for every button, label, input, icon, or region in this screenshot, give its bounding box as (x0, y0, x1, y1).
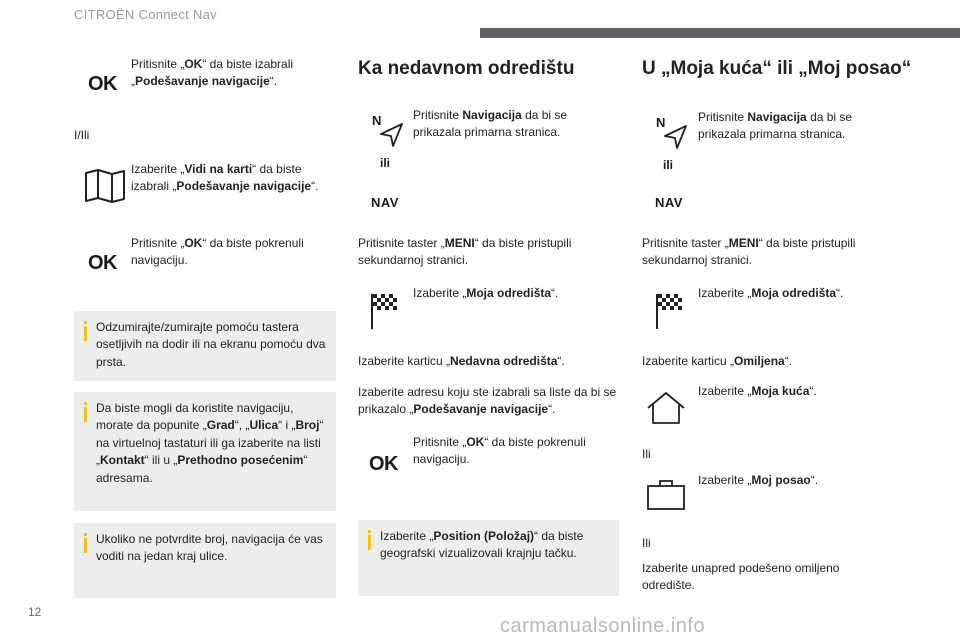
briefcase-icon (645, 477, 687, 511)
watermark: carmanualsonline.info (500, 615, 706, 637)
navigation-icon (654, 114, 690, 154)
or-label: ili (380, 156, 391, 170)
note-text: Ukoliko ne potvrdite broj, navigacija će vas voditi na jedan kraj ulice. (96, 532, 323, 564)
note-box-zoom (74, 311, 336, 381)
or-label: I/Ili (74, 128, 90, 142)
or-label: Ili (642, 447, 651, 461)
col3-step3-text: Izaberite „Moja odredišta“. (698, 286, 844, 300)
north-letter: N (656, 115, 666, 130)
col1-step3-text: Pritisnite „OK“ da biste pokrenuli navigaciju. (131, 236, 304, 268)
checkered-flag-icon (654, 292, 684, 330)
col3-step2-text: Pritisnite taster „MENI“ da biste pristupili sekundarnoj stranici. (642, 236, 856, 268)
col2-step5-text: Izaberite adresu koju ste izabrali sa liste da bi se prikazalo „Podešavanje navigacije“. (358, 385, 617, 417)
col2-step6-text: Pritisnite „OK“ da biste pokrenuli navigaciju. (413, 435, 586, 467)
page-number: 12 (28, 605, 42, 619)
ok-button-icon: OK (88, 73, 117, 95)
col1-step1-text: Pritisnite „OK“ da biste izabrali „Podešavanje navigacije“. (131, 57, 294, 89)
note-text: Izaberite „Position (Položaj)“ da biste geografski vizualizovali krajnju tačku. (380, 529, 584, 561)
navigation-icon (370, 112, 406, 152)
nav-button-icon: NAV (655, 195, 683, 210)
col2-step1-text: Pritisnite Navigacija da bi se prikazala primarna stranica. (413, 108, 568, 140)
north-letter: N (372, 113, 382, 128)
col3-step1-text: Pritisnite Navigacija da bi se prikazala primarna stranica. (698, 110, 853, 142)
navigation-arrow-icon (662, 124, 688, 150)
note-text: Da biste mogli da koristite navigaciju, morate da popunite „Grad“, „Ulica“ i „Broj“ na virtuelnoj tastaturi ili ga izaberite na listi „Kontakt“ ili u „Prethodno posećenim“ adresama. (96, 401, 324, 485)
note-text: Odzumirajte/zumirajte pomoću tastera osetljivih na dodir ili na ekranu pomoću dva prsta. (96, 320, 326, 369)
col1-step2-text: Izaberite „Vidi na karti“ da biste izabrali „Podešavanje navigacije“. (131, 162, 319, 194)
section-title-recent-destination: Ka nedavnom odredištu (358, 58, 575, 79)
col2-step2-text: Pritisnite taster „MENI“ da biste pristupili sekundarnoj stranici. (358, 236, 572, 268)
checkered-flag-icon (369, 292, 399, 330)
ok-button-icon: OK (88, 252, 117, 274)
col2-step4-text: Izaberite karticu „Nedavna odredišta“. (358, 354, 565, 368)
section-title-home-work: U „Moja kuća“ ili „Moj posao“ (642, 58, 912, 79)
map-icon (84, 168, 126, 204)
header-bar (480, 28, 960, 38)
note-box-position (358, 520, 619, 596)
home-icon (645, 390, 687, 426)
navigation-arrow-icon (378, 122, 404, 148)
info-icon (84, 533, 87, 553)
note-box-address (74, 392, 336, 511)
col3-step7-text: Izaberite unapred podešeno omiljeno odredište. (642, 561, 840, 593)
document-header-title: CITROËN Connect Nav (74, 7, 217, 22)
nav-button-icon: NAV (371, 195, 399, 210)
ok-button-icon: OK (369, 453, 398, 475)
info-icon (84, 321, 87, 341)
col2-step3-text: Izaberite „Moja odredišta“. (413, 286, 559, 300)
info-icon (368, 530, 371, 550)
or-label: ili (663, 158, 674, 172)
col3-step4-text: Izaberite karticu „Omiljena“. (642, 354, 793, 368)
col3-step6-text: Izaberite „Moj posao“. (698, 473, 819, 487)
info-icon (84, 402, 87, 422)
or-label: Ili (642, 536, 651, 550)
col3-step5-text: Izaberite „Moja kuća“. (698, 384, 817, 398)
note-box-number (74, 523, 336, 598)
